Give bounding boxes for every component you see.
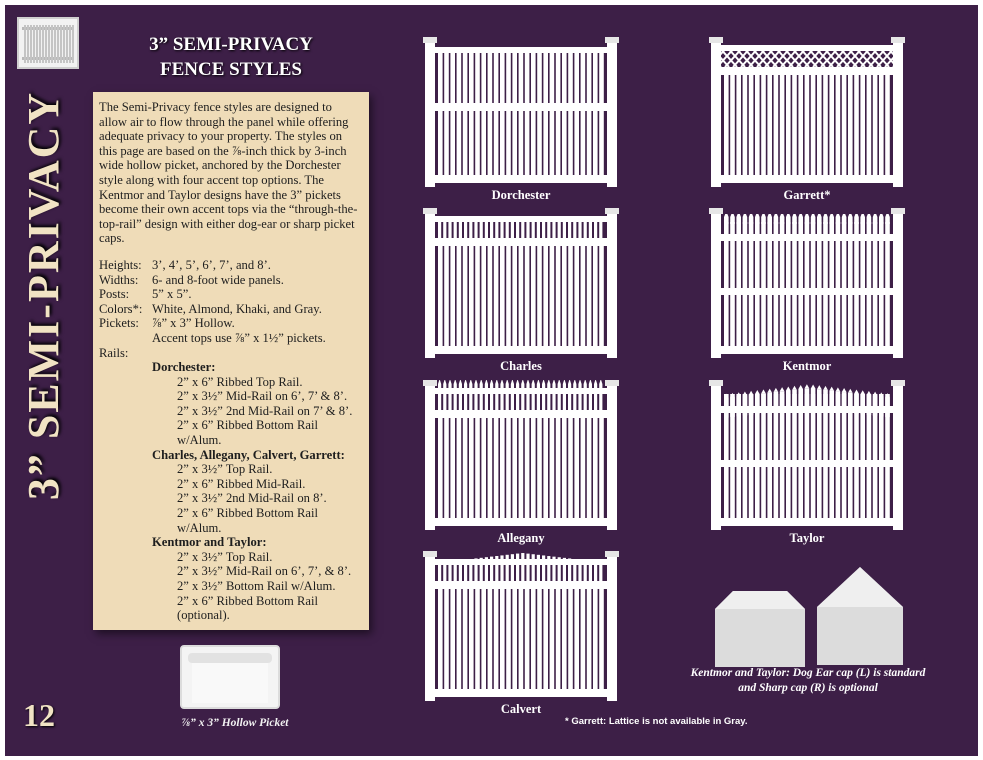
spec-row <box>99 258 363 273</box>
fence-style-name: Calvert <box>500 702 542 716</box>
fence-style-card <box>709 380 905 548</box>
rail-spec-line: 2” x 3½” Mid-Rail on 6’, 7’ & 8’. <box>177 389 348 404</box>
spec-label <box>99 331 152 346</box>
fence-panel-illustration <box>709 380 905 530</box>
spec-label: Heights: <box>99 257 142 272</box>
fence-panel-illustration <box>709 208 905 358</box>
rail-group-heading: Kentmor and Taylor: <box>152 535 267 550</box>
side-title: 3” SEMI-PRIVACY <box>19 90 69 500</box>
dog-ear-cap-icon <box>715 591 805 674</box>
spec-list <box>99 258 363 360</box>
spec-row <box>99 302 363 317</box>
spec-row <box>99 273 363 288</box>
fence-panel-illustration <box>423 551 619 701</box>
fence-style-name: Taylor <box>789 531 825 545</box>
fence-style-name: Charles <box>500 359 542 373</box>
hollow-picket-image <box>180 645 280 709</box>
fence-style-card <box>709 37 905 205</box>
spec-value: 6- and 8-foot wide panels. <box>152 272 284 287</box>
heading-line-2: FENCE STYLES <box>159 59 303 80</box>
spec-panel <box>93 92 369 630</box>
caps-caption: Kentmor and Taylor: Dog Ear cap (L) is standard and Sharp cap (R) is optional <box>690 667 926 694</box>
spec-value <box>152 346 363 361</box>
page-number: 12 <box>23 697 55 733</box>
fence-panel-illustration <box>423 208 619 358</box>
spec-label: Widths: <box>99 272 139 287</box>
intro-paragraph: The Semi-Privacy fence styles are designed to allow air to flow through the panel while offering adequate privacy to your property. The styles on this page are based on the ⅞-inch thick by 3-inch wide hollow picket, anchored by the Dorchester style along with four accent top options. The Kentmor and Taylor designs have the 3” pickets become their own accent tops via the “through-the-top-rail” design with either dog-ear or sharp picket caps. <box>99 100 358 246</box>
rail-spec-line: 2” x 3½” Bottom Rail w/Alum. <box>177 579 336 593</box>
rail-spec-line: 2” x 6” Ribbed Bottom Rail w/Alum. <box>177 506 318 535</box>
fence-panel-illustration <box>423 37 619 187</box>
fence-style-name: Garrett* <box>783 188 831 202</box>
spec-label: Colors*: <box>99 301 143 316</box>
rail-spec-line: 2” x 3½” Top Rail. <box>177 549 273 564</box>
rail-spec-line: 2” x 3½” 2nd Mid-Rail on 8’. <box>177 491 327 506</box>
page-heading <box>101 32 361 82</box>
rail-spec-line: 2” x 3½” 2nd Mid-Rail on 7’ & 8’. <box>177 403 353 418</box>
rail-spec-line: 2” x 6” Ribbed Top Rail. <box>177 374 303 389</box>
fence-style-name: Kentmor <box>782 359 832 373</box>
rail-spec-line: 2” x 3½” Mid-Rail on 6’, 7’, & 8’. <box>177 564 352 579</box>
spec-value: White, Almond, Khaki, and Gray. <box>152 301 322 316</box>
rail-group-heading: Charles, Allegany, Calvert, Garrett: <box>152 447 345 462</box>
spec-value: Accent tops use ⅞” x 1½” pickets. <box>152 330 326 345</box>
rail-spec-line: 2” x 3½” Top Rail. <box>177 462 273 477</box>
fence-thumbnail-image <box>17 17 79 69</box>
rail-list <box>99 360 363 623</box>
fence-style-card <box>423 380 619 548</box>
heading-line-1: 3” SEMI-PRIVACY <box>149 34 313 55</box>
spec-row <box>99 316 363 331</box>
brochure-page <box>5 5 978 756</box>
spec-row <box>99 331 363 346</box>
spec-label: Rails: <box>99 345 129 360</box>
rail-spec-line: 2” x 6” Ribbed Bottom Rail w/Alum. <box>177 418 318 448</box>
fence-style-card <box>709 208 905 376</box>
spec-row <box>99 346 363 361</box>
fence-panel-illustration <box>709 37 905 187</box>
sharp-cap-icon <box>817 567 903 672</box>
fence-panel-illustration <box>423 380 619 530</box>
rail-group-heading: Dorchester: <box>152 360 216 375</box>
spec-value: 3’, 4’, 5’, 6’, 7’, and 8’. <box>152 257 271 272</box>
spec-label: Pickets: <box>99 316 139 331</box>
fence-style-card <box>423 551 619 719</box>
spec-value: ⅞” x 3” Hollow. <box>152 316 235 331</box>
hollow-picket-caption: ⅞” x 3” Hollow Picket <box>181 717 289 729</box>
footnote: * Garrett: Lattice is not available in Gray. <box>565 716 748 727</box>
rail-spec-line: 2” x 6” Ribbed Mid-Rail. <box>177 476 306 491</box>
spec-label: Posts: <box>99 287 130 302</box>
fence-style-card <box>423 208 619 376</box>
fence-style-name: Allegany <box>497 531 545 545</box>
rail-spec-line: 2” x 6” Ribbed Bottom Rail (optional). <box>177 593 318 623</box>
fence-style-name: Dorchester <box>491 188 551 202</box>
spec-value: 5” x 5”. <box>152 287 192 302</box>
spec-row <box>99 287 363 302</box>
fence-style-card <box>423 37 619 205</box>
